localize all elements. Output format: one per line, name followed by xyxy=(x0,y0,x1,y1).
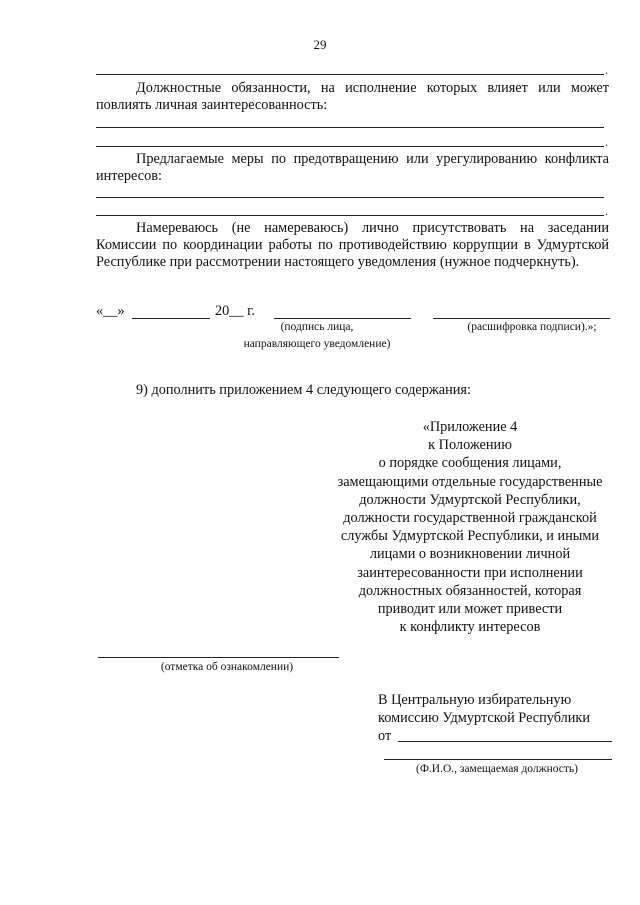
page-number: 29 xyxy=(313,37,327,52)
blank-line-duties-1 xyxy=(96,127,604,128)
from-blank xyxy=(398,741,612,742)
line-end-period: . xyxy=(605,135,608,149)
blank-line-top xyxy=(96,74,604,75)
addressee-line-1: В Центральную избирательную xyxy=(378,692,572,708)
blank-line-measures-1 xyxy=(96,197,604,198)
blank-line-measures-2 xyxy=(96,215,604,216)
duties-paragraph: Должностные обязанности, на исполнение которых влияет или может повлиять личная заинтересованность: xyxy=(96,80,609,113)
fio-caption: (Ф.И.О., замещаемая должность) xyxy=(416,763,578,775)
signature-caption: (подпись лица, направляющего уведомление) xyxy=(243,321,391,350)
appendix-line: приводит или может привести xyxy=(377,601,563,618)
item-9-text: 9) дополнить приложением 4 следующего содержания: xyxy=(136,382,471,398)
acquaintance-blank xyxy=(98,657,339,658)
appendix-line: лицами о возникновении личной xyxy=(369,546,571,563)
appendix-line: к конфликту интересов xyxy=(399,619,541,636)
date-month-blank xyxy=(132,318,210,319)
blank-line-duties-2 xyxy=(96,146,604,147)
fio-blank xyxy=(384,759,612,760)
appendix-line: должностных обязанностей, которая xyxy=(358,582,582,599)
appendix-line: замещающими отдельные государственные xyxy=(337,473,603,490)
date-day-field: «__» xyxy=(96,303,125,319)
signature-blank xyxy=(274,318,411,319)
from-label: от xyxy=(378,728,392,744)
addressee-line-2: комиссию Удмуртской Республики xyxy=(378,710,591,726)
appendix-line: должности государственной гражданской xyxy=(343,510,597,527)
line-end-period: . xyxy=(605,204,608,218)
appendix-line: должности Удмуртской Республики, xyxy=(359,491,581,508)
appendix-line: заинтересованности при исполнении xyxy=(357,564,583,581)
line-end-period: . xyxy=(605,63,608,77)
acquaintance-caption: (отметка об ознакомлении) xyxy=(160,661,294,673)
measures-paragraph: Предлагаемые меры по предотвращению или урегулированию конфликта интересов: xyxy=(96,151,609,184)
appendix-line: службы Удмуртской Республики, и иными xyxy=(340,528,600,545)
date-year-field: 20__ г. xyxy=(215,303,255,319)
appendix-header xyxy=(320,418,620,636)
decoding-caption: (расшифровка подписи).»; xyxy=(467,321,597,333)
appendix-line: «Приложение 4 xyxy=(422,419,518,435)
attendance-paragraph: Намереваюсь (не намереваюсь) лично присутствовать на заседании Комиссии по координации работы по противодействию коррупции в Удмуртской Республике при рассмотрении настоящего уведомления (нужное подчеркнуть). xyxy=(96,220,609,270)
appendix-line: к Положению xyxy=(428,437,512,454)
appendix-line: о порядке сообщения лицами, xyxy=(378,455,562,472)
decoding-blank xyxy=(433,318,610,319)
